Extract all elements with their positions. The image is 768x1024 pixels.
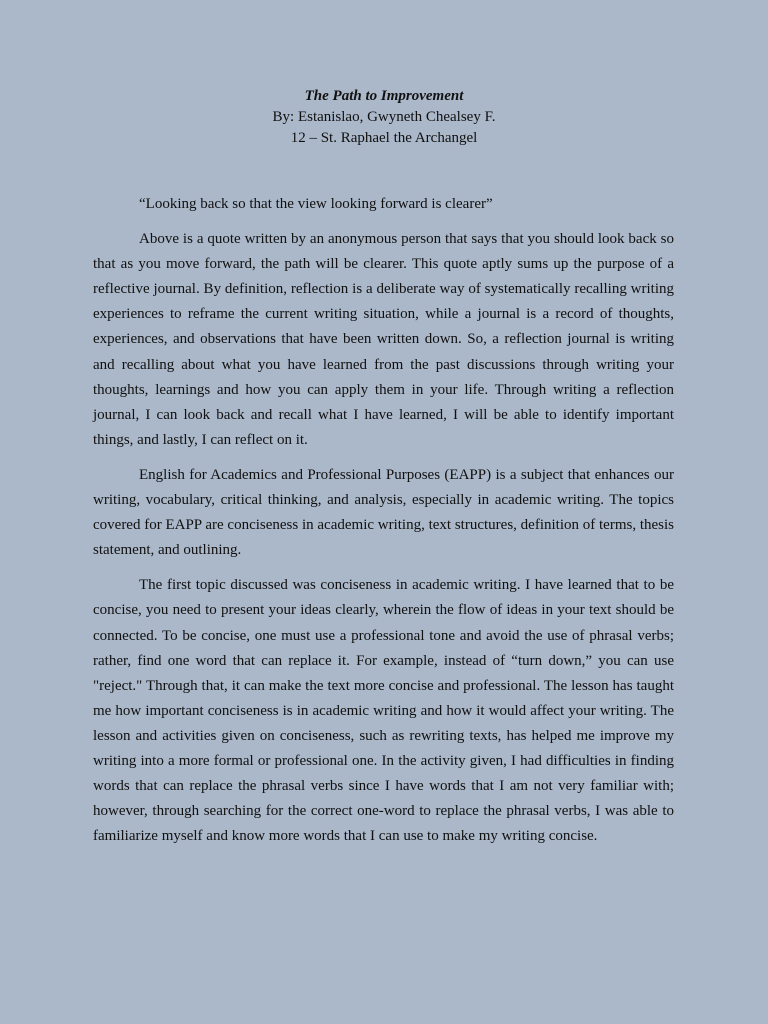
document-header <box>0 86 768 149</box>
class-section: 12 – St. Raphael the Archangel <box>290 130 478 146</box>
opening-quote: “Looking back so that the view looking forward is clearer” <box>139 196 493 212</box>
author-byline: By: Estanislao, Gwyneth Chealsey F. <box>272 109 496 125</box>
paragraph-2: English for Academics and Professional Purposes (EAPP) is a subject that enhances our writing, vocabulary, critical thinking, and analysis, especially in academic writing. The topics covered for EAPP are conciseness in academic writing, text structures, definition of terms, thesis statement, and outlining. <box>93 466 674 559</box>
paragraph-1: Above is a quote written by an anonymous person that says that you should look back so that as you move forward, the path will be clearer. This quote aptly sums up the purpose of a reflective journal. By definition, reflection is a deliberate way of systematically recalling writing experiences to reframe the current writing situation, while a journal is a record of thoughts, experiences, and observations that have been written down. So, a reflection journal is writing and recalling about what you have learned from the past discussions through writing your thoughts, learnings and how you can apply them in your life. Through writing a reflection journal, I can look back and recall what I have learned, I will be able to identify important things, and lastly, I can reflect on it. <box>93 231 674 448</box>
paragraph-3: The first topic discussed was conciseness in academic writing. I have learned that to be concise, you need to present your ideas clearly, wherein the flow of ideas in your text should be connected. To be concise, one must use a professional tone and avoid the use of phrasal verbs; rather, find one word that can replace it. For example, instead of “turn down,” you can use "reject." Through that, it can make the text more concise and professional. The lesson has taught me how important conciseness is in academic writing and how it would affect your writing. The lesson and activities given on conciseness, such as rewriting texts, has helped me improve my writing into a more formal or professional one. In the activity given, I had difficulties in finding words that can replace the phrasal verbs since I have words that I am not very familiar with; however, through searching for the correct one-word to replace the phrasal verbs, I was able to familiarize myself and know more words that I can use to make my writing concise. <box>93 577 674 845</box>
document-body <box>93 192 674 859</box>
document-title: The Path to Improvement <box>304 88 464 104</box>
